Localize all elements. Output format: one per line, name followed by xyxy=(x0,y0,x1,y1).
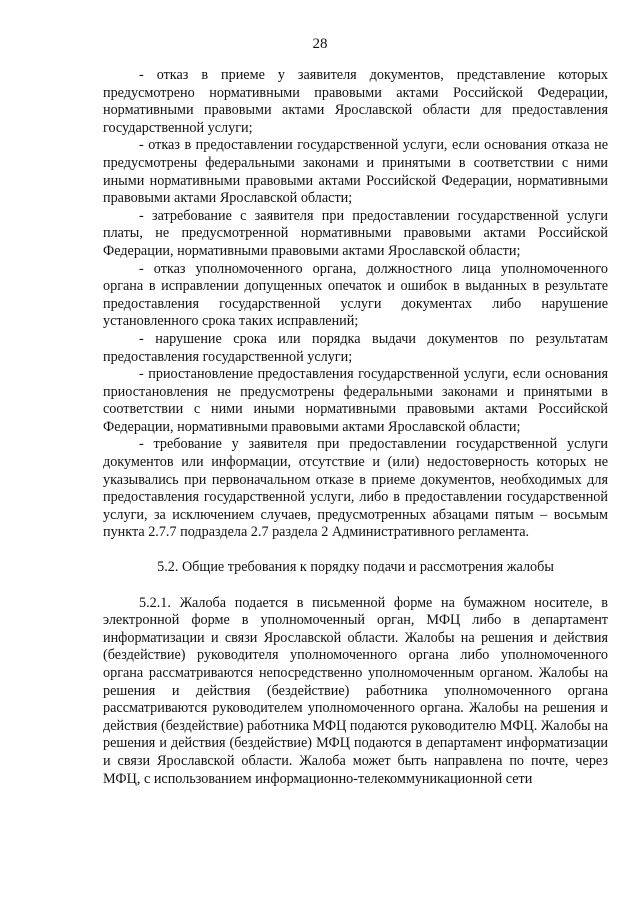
list-item: - отказ в приеме у заявителя документов, представление которых предусмотрено нормативными правовыми актами Российской Федерации, нормативными правовыми актами Ярославской области для предоставления государственной услуги; xyxy=(103,67,608,136)
list-item: - нарушение срока или порядка выдачи документов по результатам предоставления государственной услуги; xyxy=(103,330,608,365)
body-paragraph: 5.2.1. Жалоба подается в письменной форме на бумажном носителе, в электронной форме в уполномоченный орган, МФЦ либо в департамент информатизации и связи Ярославской области. Жалобы на решения и действия (бездействие) руководителя уполномоченного органа либо уполномоченного органа рассматриваются непосредственно уполномоченным органом. Жалобы на решения и действия (бездействие) работника уполномоченного органа рассматриваются руководителем уполномоченного органа. Жалобы на решения и действия (бездействие) работника МФЦ подаются руководителю МФЦ. Жалобы на решения и действия (бездействие) МФЦ подаются в департамент информатизации и связи Ярославской области. Жалоба может быть направлена по почте, через МФЦ, с использованием информационно-телекоммуникационной сети xyxy=(103,594,609,787)
list-item: - отказ в предоставлении государственной услуги, если основания отказа не предусмотрены федеральными законами и принятыми в соответствии с ними иными нормативными правовыми актами Российской Федерации, нормативными правовыми актами Ярославской области; xyxy=(103,137,608,207)
list-item: - затребование с заявителя при предоставлении государственной услуги платы, не предусмотренной нормативными правовыми актами Российской Федерации, нормативными правовыми актами Ярославской области; xyxy=(103,207,608,259)
list-item: - отказ уполномоченного органа, должностного лица уполномоченного органа в исправлении допущенных опечаток и ошибок в выданных в результате предоставления государственной услуги документах либо нарушение установленного срока таких исправлений; xyxy=(103,260,608,330)
document-body xyxy=(103,67,608,788)
list-item: - требование у заявителя при предоставлении государственной услуги документов или информации, отсутствие и (или) недостоверность которых не указывались при первоначальном отказе в приеме документов, необходимых для предоставления государственной услуги, либо в предоставлении государственной услуги, за исключением случаев, предусмотренных абзацами пятым – восьмым пункта 2.7.7 подраздела 2.7 раздела 2 Административного регламента. xyxy=(103,436,608,541)
section-heading: 5.2. Общие требования к порядку подачи и рассмотрения жалобы xyxy=(157,559,554,576)
page-number: 28 xyxy=(312,36,328,52)
list-item: - приостановление предоставления государственной услуги, если основания приостановления не предусмотрены федеральными законами и принятыми в соответствии с ними иными нормативными правовыми актами Российской Федерации, нормативными правовыми актами Ярославской области; xyxy=(103,366,608,435)
